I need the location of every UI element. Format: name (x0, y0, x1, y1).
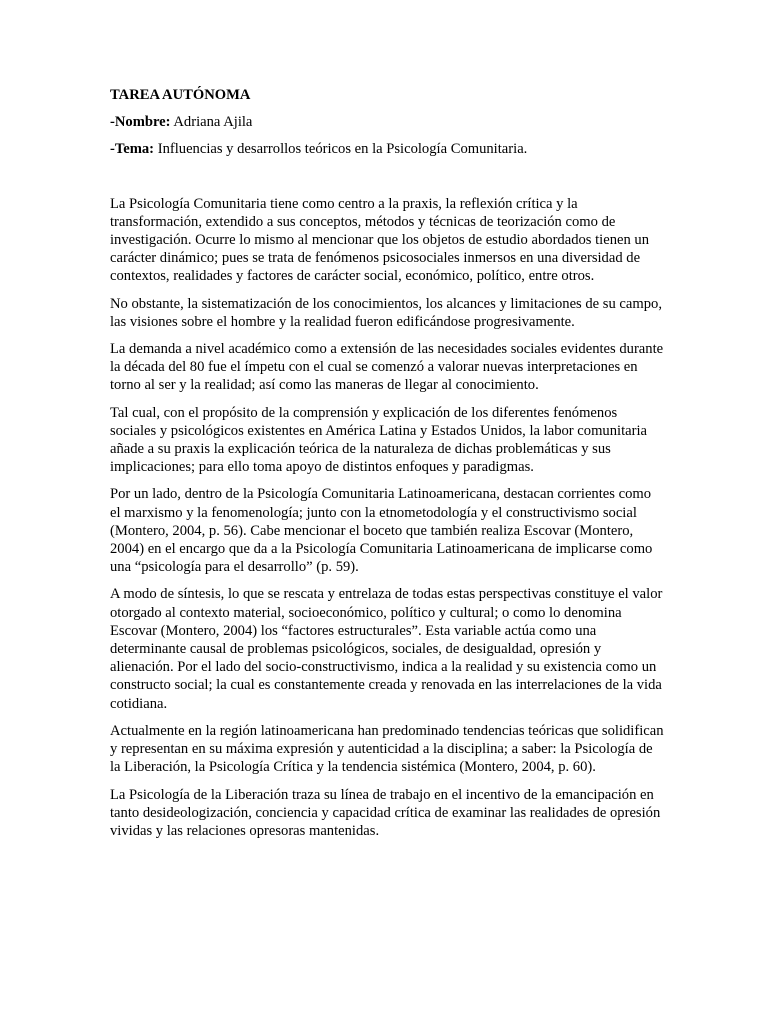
paragraph-7: Actualmente en la región latinoamericana han predominado tendencias teóricas que solidifican y representan en su máxima expresión y autenticidad a la disciplina; a saber: la Psicología de la Liberación, la Psicología Crítica y la tendencia sistémica (Montero, 2004, p. 60). (110, 722, 664, 776)
paragraph-3: La demanda a nivel académico como a extensión de las necesidades sociales evidentes durante la década del 80 fue el ímpetu con el cual se comenzó a valorar nuevas interpretaciones en torno al ser y la realidad; así como las maneras de llegar al conocimiento. (110, 341, 664, 394)
document-page (110, 86, 665, 849)
name-label: -Nombre: (110, 114, 171, 131)
paragraph-6: A modo de síntesis, lo que se rescata y entrelaza de todas estas perspectivas constituye el valor otorgado al contexto material, socioeconómico, político y cultural; o como lo denomina Escovar (Montero, 2004) los “factores estructurales”. Esta variable actúa como una determinante causal de problemas psicológicos, sociales, de desigualdad, opresión y alienación. Por el lado del socio-constructivismo, indica a la realidad y su existencia como un constructo social; la cual es constantemente creada y renovada en las interrelaciones de la vida cotidiana. (110, 586, 663, 712)
paragraph-8: La Psicología de la Liberación traza su línea de trabajo en el incentivo de la emancipación en tanto desideologización, conciencia y capacidad crítica de examinar las realidades de opresión vividas y las relaciones opresoras mantenidas. (110, 786, 661, 839)
paragraph-4: Tal cual, con el propósito de la comprensión y explicación de los diferentes fenómenos sociales y psicológicos existentes en América Latina y Estados Unidos, la labor comunitaria añade a su praxis la explicación teórica de la naturaleza de dichas problemáticas y sus implicaciones; para ello toma apoyo de distintos enfoques y paradigmas. (110, 404, 647, 476)
document-title: TAREA AUTÓNOMA (110, 87, 251, 103)
name-value: Adriana Ajila (173, 114, 253, 131)
paragraph-5: Por un lado, dentro de la Psicología Comunitaria Latinoamericana, destacan corrientes como el marxismo y la fenomenología; junto con la etnometodología y el constructivismo social (Montero, 2004, p. 56). Cabe mencionar el boceto que también realiza Escovar (Montero, 2004) en el encargo que da a la Psicología Comunitaria Latinoamericana de implicarse como una “psicología para el desarrollo” (p. 59). (110, 486, 653, 576)
paragraph-1: La Psicología Comunitaria tiene como centro a la praxis, la reflexión crítica y la transformación, extendido a sus conceptos, métodos y técnicas de teorización como de investigación. Ocurre lo mismo al mencionar que los objetos de estudio abordados tienen un carácter dinámico; pues se trata de fenómenos psicosociales inmersos en una diversidad de contextos, realidades y factores de carácter social, económico, político, entre otros. (110, 195, 650, 285)
topic-value: Influencias y desarrollos teóricos en la Psicología Comunitaria. (157, 141, 528, 158)
spacer (110, 168, 665, 195)
name-line (110, 113, 665, 131)
topic-label: -Tema: (110, 141, 155, 158)
paragraph-2: No obstante, la sistematización de los conocimientos, los alcances y limitaciones de su campo, las visiones sobre el hombre y la realidad fueron edificándose progresivamente. (110, 295, 662, 330)
topic-line (110, 140, 665, 158)
